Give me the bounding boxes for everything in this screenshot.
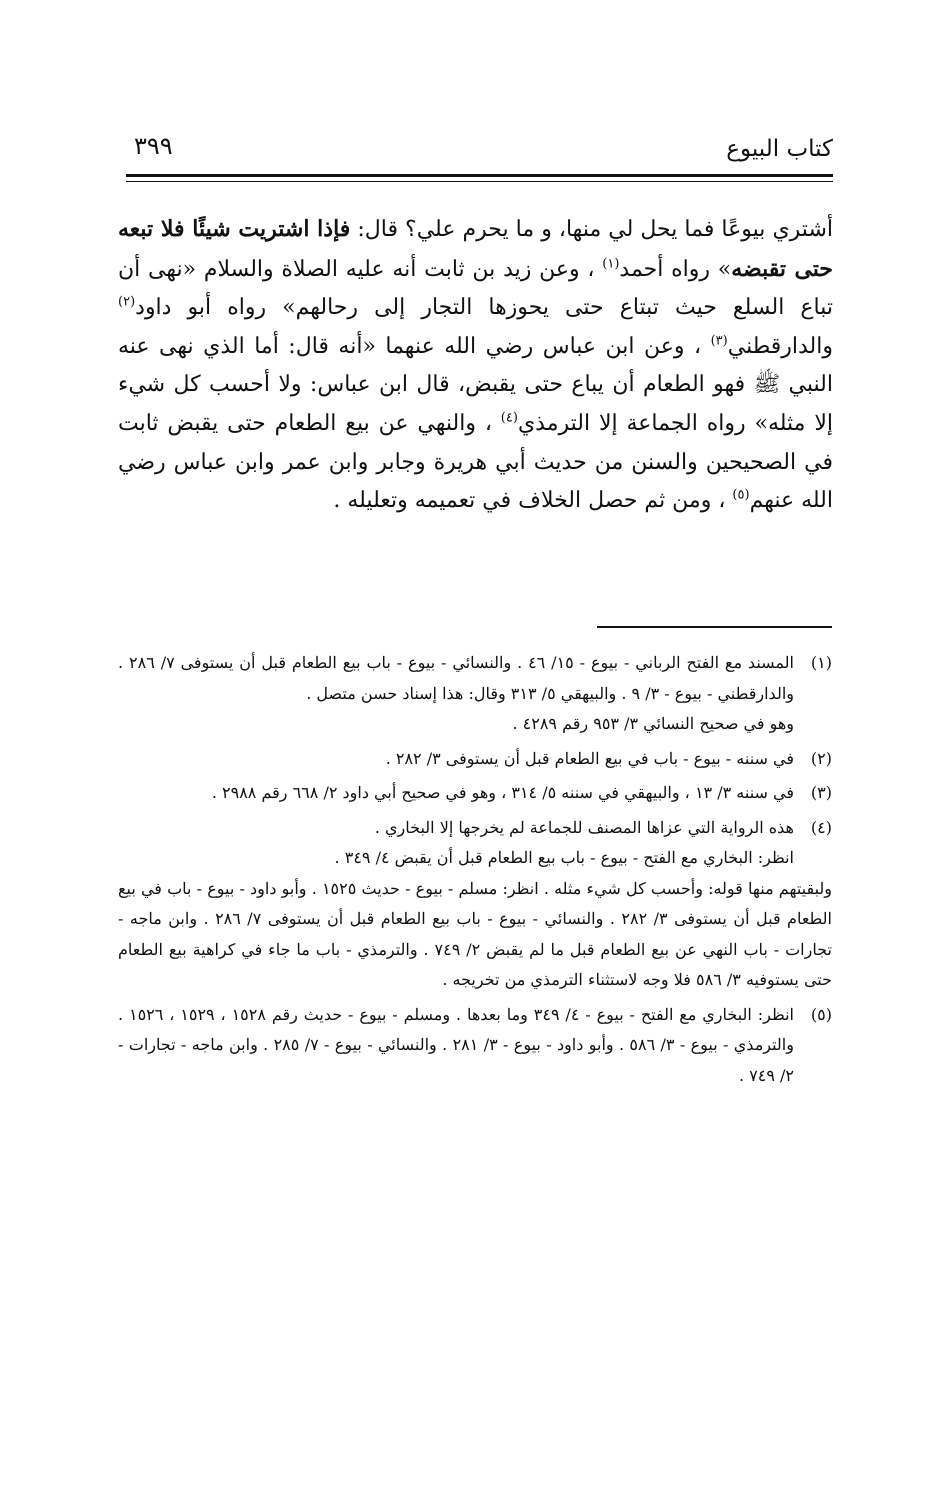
footnote-text: انظر: البخاري مع الفتح - بيوع - باب بيع الطعام قبل أن يقبض ٤/ ٣٤٩ . bbox=[334, 848, 794, 867]
footnote-separator bbox=[597, 626, 832, 628]
footnote-3 bbox=[118, 778, 832, 809]
chapter-title: كتاب البيوع bbox=[726, 136, 833, 162]
main-text bbox=[118, 210, 833, 521]
text-run: ، وعن ابن عباس رضي الله عنهما «أنه قال: أما الذي نهى عنه النبي ﷺ فهو الطعام أن يباع حتى يقبض، قال ابن عباس: ولا أحسب كل شيء إلا مثله» رواه الجماعة إلا الترمذي bbox=[118, 333, 833, 436]
footnote-text: في سننه ٣/ ١٣ ، والبيهقي في سننه ٥/ ٣١٤ ، وهو في صحيح أبي داود ٢/ ٦٦٨ رقم ٢٩٨٨ . bbox=[211, 783, 794, 802]
text-run: أشتري بيوعًا فما يحل لي منها، و ما يحرم علي؟ قال: bbox=[350, 217, 833, 242]
header-rule-thick bbox=[126, 174, 833, 177]
footnote-2 bbox=[118, 744, 832, 775]
footnote-number: (٣) bbox=[810, 783, 832, 802]
footnote-number: (٥) bbox=[810, 1004, 832, 1024]
main-paragraph bbox=[118, 210, 833, 521]
text-run: ، والنهي عن بيع الطعام حتى يقبض ثابت في الصحيحين والسنن من حديث أبي هريرة وجابر وابن عمر وابن عباس رضي الله عنهم bbox=[118, 410, 833, 514]
footnote-ref-2[interactable]: (٢) bbox=[118, 294, 136, 310]
footnote-ref-1[interactable]: (١) bbox=[602, 256, 620, 272]
header-rule-thin bbox=[126, 181, 833, 182]
footnote-1 bbox=[118, 648, 832, 740]
footnote-4 bbox=[118, 813, 832, 996]
footnote-text: في سننه - بيوع - باب في بيع الطعام قبل أن يستوفى ٣/ ٢٨٢ . bbox=[385, 748, 794, 768]
footnote-text: المسند مع الفتح الرباني - بيوع - ١٥/ ٤٦ . والنسائي - بيوع - باب بيع الطعام قبل أن يستوفى ٧/ ٢٨٦ . والدارقطني - بيوع - ٣/ ٩ . والبيهقي ٥/ ٣١٣ وقال: هذا إسناد حسن متصل . bbox=[118, 653, 794, 703]
footnote-number: (١) bbox=[810, 653, 832, 672]
footnote-continuation: ولبقيتهم منها قوله: وأحسب كل شيء مثله . انظر: مسلم - بيوع - حديث ١٥٢٥ . وأبو داود - بيوع - باب في بيع الطعام قبل أن يستوفى ٣/ ٢٨٢ . والنسائي - بيوع - باب بيع الطعام قبل أن يستوفى ٧/ ٢٨٦ . وابن ماجه - تجارات - باب النهي عن بيع الطعام قبل ما لم يقبض ٢/ ٧٤٩ . والترمذي - باب ما جاء في كراهية بيع الطعام حتى يستوفيه ٣/ ٥٨٦ فلا وجه لاستثناء الترمذي من تخريجه . bbox=[118, 878, 833, 989]
footnotes bbox=[118, 648, 832, 1095]
footnote-number: (٤) bbox=[810, 817, 832, 837]
text-run: والدارقطني bbox=[727, 333, 833, 359]
emphasized-quote: فإذا اشتريت شيئًا فلا تبعه حتى تقبضه bbox=[118, 216, 834, 282]
page-header bbox=[126, 130, 833, 170]
footnote-text: وهو في صحيح النسائي ٣/ ٩٥٣ رقم ٤٢٨٩ . bbox=[512, 714, 794, 733]
footnote-ref-4[interactable]: (٤) bbox=[500, 410, 518, 426]
footnote-5 bbox=[118, 1000, 832, 1092]
footnote-ref-5[interactable]: (٥) bbox=[732, 487, 750, 503]
text-run: ، وعن زيد بن ثابت أنه عليه الصلاة والسلام «نهى أن تباع السلع حيث تبتاع حتى يحوزها التجار إلى رحالهم» رواه أبو داود bbox=[118, 256, 833, 321]
footnote-text: انظر: البخاري مع الفتح - بيوع - ٤/ ٣٤٩ وما بعدها . ومسلم - بيوع - حديث رقم ١٥٢٨ ، ١٥٢٩ ، ١٥٢٦ . والترمذي - بيوع - ٣/ ٥٨٦ . وأبو داود - بيوع - ٣/ ٢٨١ . والنسائي - بيوع - ٧/ ٢٨٥ . وابن ماجه - تجارات - ٢/ ٧٤٩ . bbox=[118, 1004, 794, 1085]
text-run: ، ومن ثم حصل الخلاف في تعميمه وتعليله . bbox=[333, 488, 733, 514]
footnote-ref-3[interactable]: (٣) bbox=[710, 333, 728, 349]
footnote-number: (٢) bbox=[810, 748, 832, 768]
page-number: ٣٩٩ bbox=[134, 132, 173, 160]
footnote-text: هذه الرواية التي عزاها المصنف للجماعة لم يخرجها إلا البخاري . bbox=[374, 817, 794, 837]
text-run: » رواه أحمد bbox=[619, 256, 732, 282]
